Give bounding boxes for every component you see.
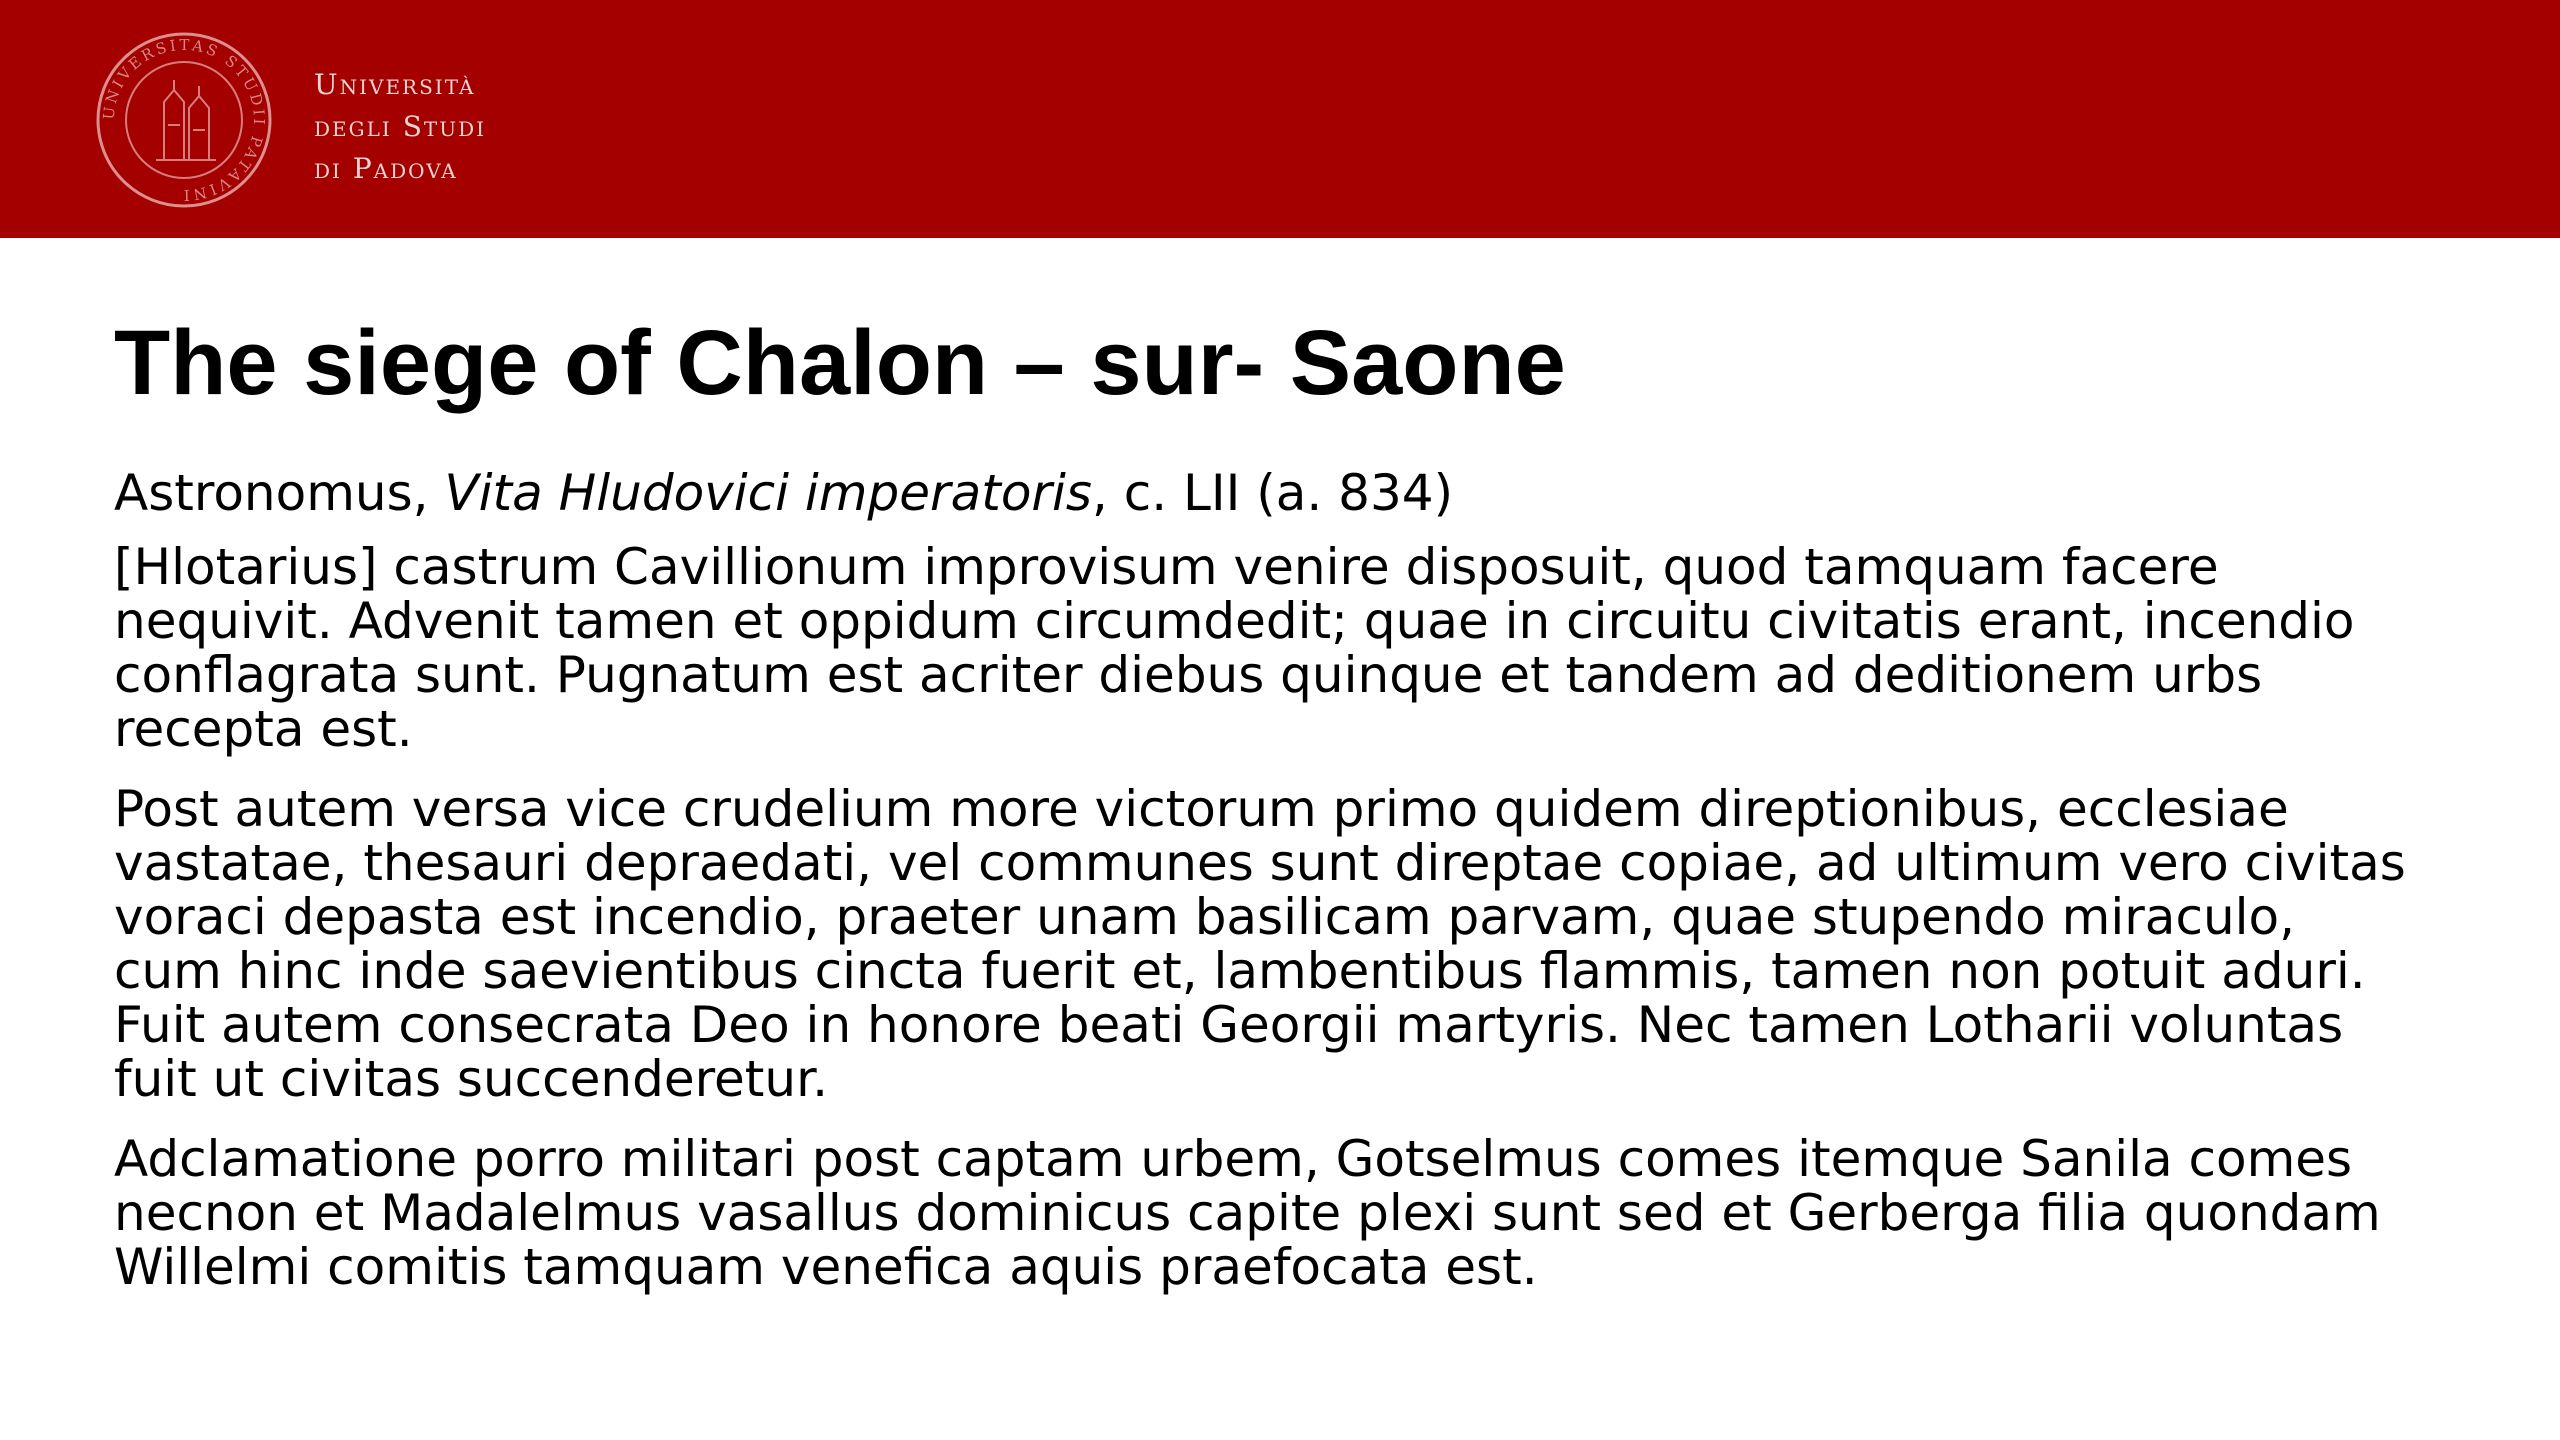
header-bar (0, 0, 2560, 238)
university-seal-icon (94, 30, 274, 210)
logo-line: di Padova (314, 152, 458, 185)
text-line: necnon et Madalelmus vasallus dominicus capite plexi sunt sed et Gerberga filia quondam (114, 1184, 2381, 1242)
text-line: [Hlotarius] castrum Cavillionum improvisum venire disposuit, quod tamquam facere (114, 538, 2219, 596)
paragraph-2 (114, 782, 2534, 1106)
text-line: conflagrata sunt. Pugnatum est acriter diebus quinque et tandem ad deditionem urbs (114, 646, 2263, 704)
citation-reference: , c. LII (a. 834) (1091, 464, 1454, 522)
slide-title: The siege of Chalon – sur- Saone (114, 312, 1566, 414)
text-line: Post autem versa vice crudelium more victorum primo quidem direptionibus, ecclesiae (114, 780, 2289, 838)
logo-line: Università (314, 68, 476, 101)
text-line: voraci depasta est incendio, praeter unam basilicam parvam, quae stupendo miraculo, (114, 888, 2296, 946)
text-line: Adclamatione porro militari post captam urbem, Gotselmus comes itemque Sanila comes (114, 1130, 2353, 1188)
text-line: recepta est. (114, 700, 413, 758)
citation (114, 466, 2534, 520)
text-line: cum hinc inde saevientibus cincta fuerit et, lambentibus flammis, tamen non potuit aduri. (114, 942, 2366, 1000)
seal-text: UNIVERSITAS STUDII PATAVINI (99, 35, 269, 205)
text-line: Willelmi comitis tamquam venefica aquis praefocata est. (114, 1238, 1538, 1296)
slide-body (114, 466, 2534, 1320)
paragraph-3 (114, 1132, 2534, 1294)
text-line: Fuit autem consecrata Deo in honore beati Georgii martyris. Nec tamen Lotharii voluntas (114, 996, 2344, 1054)
text-line: fuit ut civitas succenderetur. (114, 1050, 828, 1108)
citation-work: Vita Hludovici imperatoris (444, 464, 1092, 522)
citation-author: Astronomus, (114, 464, 445, 522)
text-line: vastatae, thesauri depraedati, vel communes sunt direptae copiae, ad ultimum vero civitas (114, 834, 2406, 892)
text-line: nequivit. Advenit tamen et oppidum circumdedit; quae in circuitu civitatis erant, incendio (114, 592, 2355, 650)
logo-line: degli Studi (314, 110, 487, 143)
paragraph-1 (114, 540, 2534, 756)
university-logo-text (314, 64, 486, 190)
